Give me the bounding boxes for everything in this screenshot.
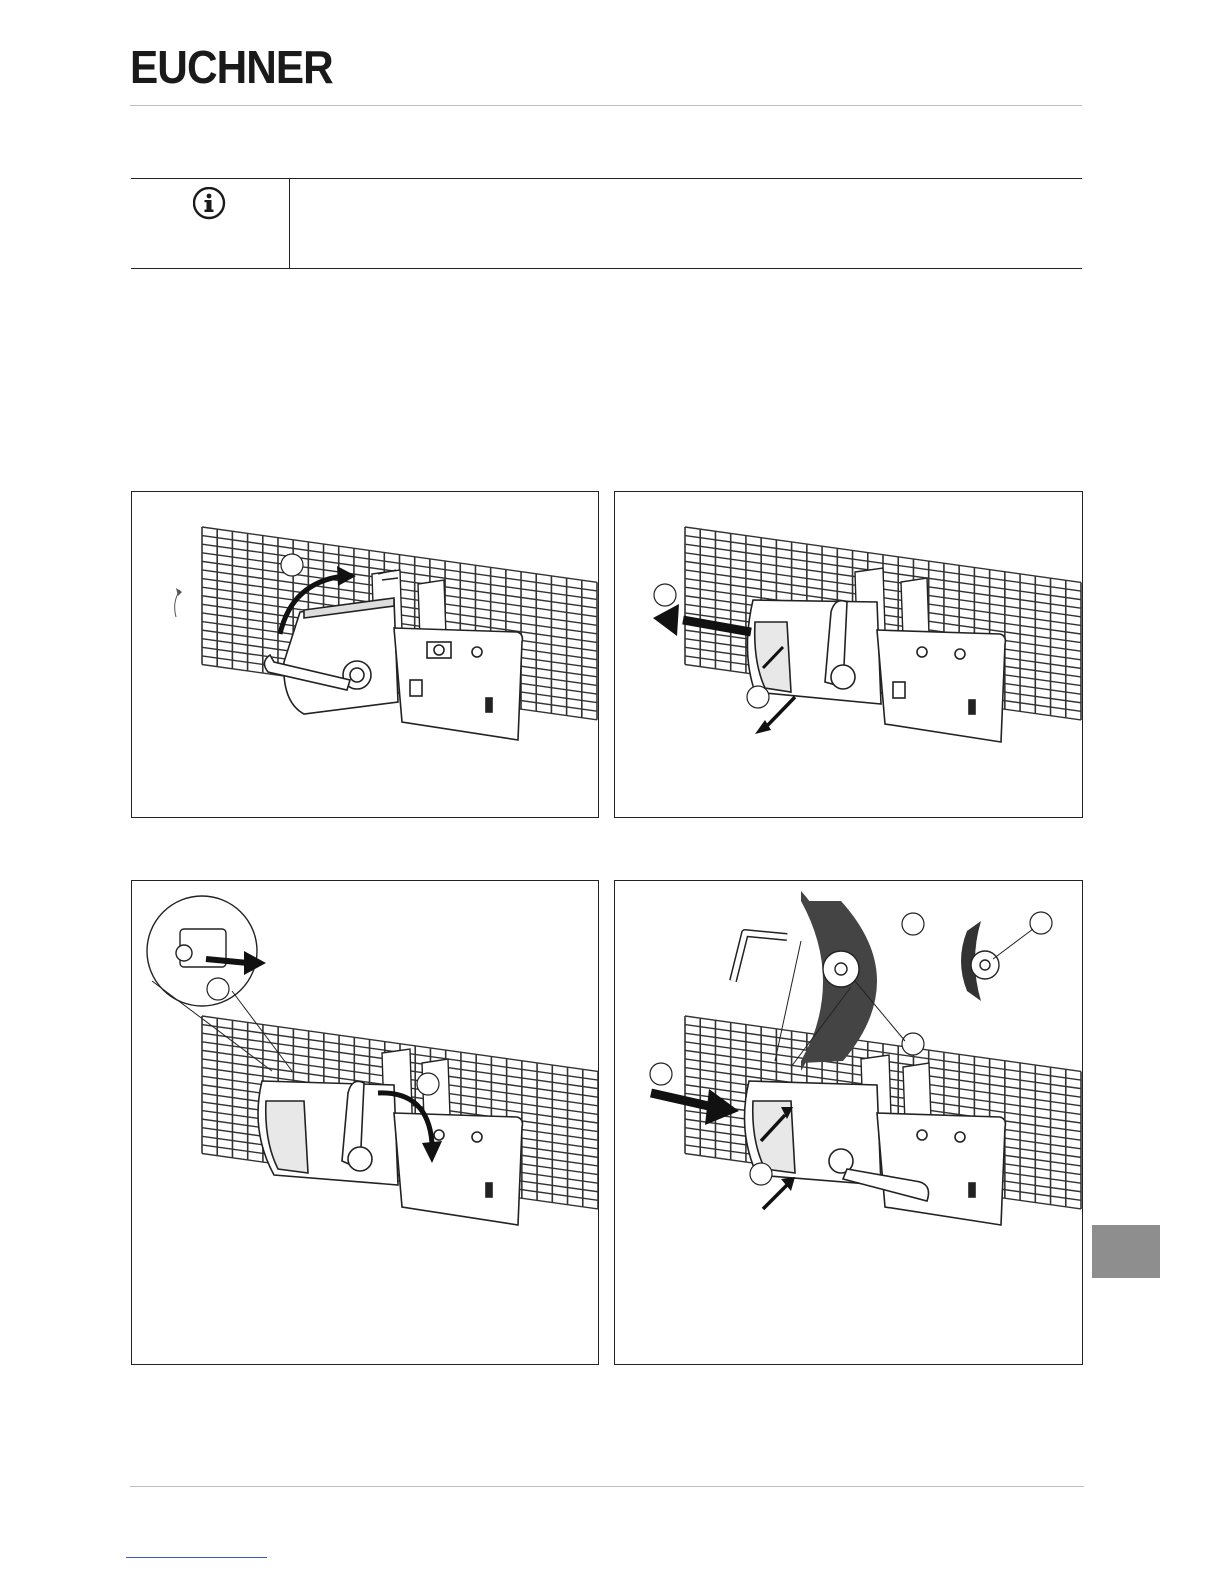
door-lock-body (745, 1081, 1006, 1225)
straight-arrow-icon (683, 620, 751, 632)
chapter-tab-marker (1092, 1225, 1160, 1278)
detail-view-small (961, 912, 1052, 1001)
detail-view-large (801, 891, 924, 1071)
step-number-circle (281, 554, 303, 576)
notice-divider (289, 179, 290, 268)
footer-link-underline[interactable] (126, 1557, 267, 1558)
footer-rule (130, 1486, 1084, 1487)
step-number-circle (417, 1073, 439, 1095)
figure-step-1 (131, 491, 599, 818)
diagonal-arrow-icon (765, 697, 795, 728)
figure-step-1-drawing (132, 492, 598, 817)
info-icon (193, 187, 225, 219)
step-number-circle (902, 1033, 924, 1055)
step-number-circle (902, 913, 924, 935)
info-notice-box (131, 178, 1082, 269)
figure-step-4 (614, 880, 1083, 1365)
step-number-circle (207, 978, 229, 1000)
figure-step-2-drawing (615, 492, 1082, 817)
step-number-circle (747, 686, 769, 708)
header-rule (130, 105, 1082, 106)
hex-key-icon (733, 933, 787, 981)
figure-step-4-drawing (615, 881, 1082, 1364)
figure-step-3 (131, 880, 599, 1365)
step-number-circle (1030, 912, 1052, 934)
step-number-circle (654, 584, 676, 606)
straight-arrow-icon (651, 1093, 713, 1107)
door-lock-body (258, 1081, 522, 1225)
step-number-circle (650, 1063, 672, 1085)
figure-step-3-drawing (132, 881, 598, 1364)
door-lock-body (747, 600, 1005, 742)
figure-step-2 (614, 491, 1083, 818)
door-lock-body (284, 598, 523, 740)
diagonal-arrow-icon (763, 1185, 787, 1209)
step-number-circle (750, 1163, 772, 1185)
euchner-logo: EUCHNER (130, 41, 333, 93)
